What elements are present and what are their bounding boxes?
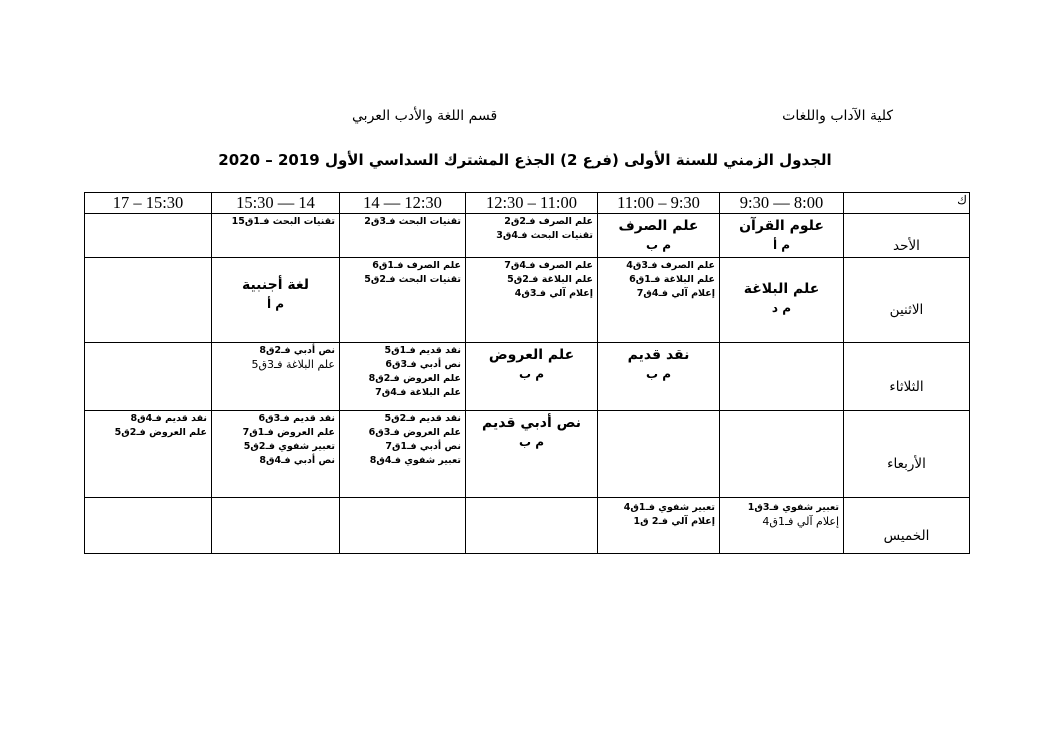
day-label: الخميس — [844, 498, 970, 554]
schedule-cell — [340, 258, 466, 343]
group-entry: علم العروض فـ2ق5 — [114, 427, 207, 438]
schedule-cell — [466, 411, 598, 498]
room-label: م د — [771, 301, 792, 315]
corner-cell: ك — [844, 193, 970, 214]
group-entry: نقد قديم فـ1ق5 — [384, 345, 461, 356]
schedule-cell — [85, 214, 212, 258]
slot-header: 8:00 — 9:30 — [720, 193, 844, 214]
schedule-cell — [85, 343, 212, 411]
schedule-cell — [466, 258, 598, 343]
schedule-cell — [466, 343, 598, 411]
table-row — [85, 411, 970, 498]
course-name: لغة أجنبية — [241, 277, 310, 293]
table-header-row — [85, 193, 970, 214]
room-label: م أ — [266, 297, 285, 311]
page-title: الجدول الزمني للسنة الأولى (فرع 2) الجذع المشترك السداسي الأول 2019 – 2020 — [218, 151, 832, 169]
group-entry: نص أدبي فـ3ق6 — [385, 359, 461, 370]
schedule-cell — [85, 411, 212, 498]
group-entry: تعبير شفوي فـ2ق5 — [243, 441, 335, 452]
schedule-cell — [340, 411, 466, 498]
room-label: م أ — [772, 238, 791, 252]
group-entry: علم الصرف فـ3ق4 — [626, 260, 715, 271]
slot-header: 9:30 – 11:00 — [598, 193, 720, 214]
group-entry: علم الصرف فـ4ق7 — [504, 260, 593, 271]
group-entry: نص أدبي فـ4ق8 — [259, 455, 335, 466]
slot-header: 11:00 – 12:30 — [466, 193, 598, 214]
schedule-cell — [466, 214, 598, 258]
schedule-cell — [720, 343, 844, 411]
group-entry: علم البلاغة فـ2ق5 — [507, 274, 593, 285]
room-label: م ب — [645, 367, 672, 381]
slot-header: 12:30 — 14 — [340, 193, 466, 214]
schedule-cell — [212, 498, 340, 554]
course-name: علم العروض — [488, 347, 575, 363]
schedule-cell — [340, 343, 466, 411]
schedule-cell — [212, 214, 340, 258]
group-entry: تقنيات البحث فـ3ق2 — [364, 216, 461, 227]
table-row — [85, 258, 970, 343]
group-entry: تعبير شفوي فـ4ق8 — [369, 455, 461, 466]
group-entry: علم العروض فـ1ق7 — [242, 427, 335, 438]
group-entry: نقد قديم فـ4ق8 — [130, 413, 207, 424]
group-entry: إعلام آلي فـ1ق4 — [762, 515, 839, 528]
schedule-cell — [720, 258, 844, 343]
group-entry: نص أدبي فـ1ق7 — [385, 441, 461, 452]
group-entry: تقنيات البحث فـ4ق3 — [496, 230, 593, 241]
course-name: علم البلاغة — [743, 281, 820, 297]
group-entry: علم البلاغة فـ3ق5 — [251, 358, 335, 371]
group-entry: تقنيات البحث فـ1ق15 — [231, 216, 335, 227]
group-entry: نقد قديم فـ2ق5 — [384, 413, 461, 424]
course-name: نقد قديم — [627, 347, 690, 363]
schedule-cell — [85, 498, 212, 554]
day-label: الأحد — [844, 214, 970, 258]
schedule-cell — [212, 343, 340, 411]
group-entry: نص أدبي فـ2ق8 — [259, 345, 335, 356]
schedule-cell — [598, 258, 720, 343]
room-label: م ب — [518, 435, 545, 449]
group-entry: تعبير شفوي فـ3ق1 — [747, 502, 839, 513]
course-name: علم الصرف — [618, 218, 699, 234]
group-entry: علم البلاغة فـ4ق7 — [375, 387, 461, 398]
schedule-cell — [466, 498, 598, 554]
slot-header: 14 — 15:30 — [212, 193, 340, 214]
course-name: نص أدبي قديم — [482, 415, 581, 431]
department-name: قسم اللغة والأدب العربي — [352, 108, 498, 124]
schedule-cell — [340, 214, 466, 258]
day-label: الأربعاء — [844, 411, 970, 498]
timetable — [84, 192, 970, 554]
faculty-name: كلية الآداب واللغات — [782, 108, 893, 124]
day-label: الاثنين — [844, 258, 970, 343]
schedule-cell — [85, 258, 212, 343]
course-name: علوم القرآن — [739, 218, 824, 234]
schedule-cell — [720, 411, 844, 498]
table-row — [85, 343, 970, 411]
group-entry: علم الصرف فـ2ق2 — [504, 216, 593, 227]
group-entry: علم العروض فـ3ق6 — [368, 427, 461, 438]
group-entry: إعلام آلي فـ3ق4 — [514, 288, 593, 299]
schedule-cell — [720, 498, 844, 554]
schedule-cell — [598, 214, 720, 258]
table-row — [85, 214, 970, 258]
schedule-cell — [720, 214, 844, 258]
group-entry: إعلام آلي فـ2 ق1 — [633, 516, 715, 527]
group-entry: تقنيات البحث فـ2ق5 — [364, 274, 461, 285]
schedule-cell — [212, 258, 340, 343]
room-label: م ب — [645, 238, 672, 252]
group-entry: نقد قديم فـ3ق6 — [258, 413, 335, 424]
group-entry: علم الصرف فـ1ق6 — [372, 260, 461, 271]
schedule-cell — [598, 498, 720, 554]
table-row — [85, 498, 970, 554]
schedule-cell — [212, 411, 340, 498]
group-entry: إعلام آلي فـ4ق7 — [636, 288, 715, 299]
group-entry: تعبير شفوي فـ1ق4 — [623, 502, 715, 513]
day-label: الثلاثاء — [844, 343, 970, 411]
room-label: م ب — [518, 367, 545, 381]
schedule-cell — [598, 411, 720, 498]
schedule-cell — [340, 498, 466, 554]
schedule-cell — [598, 343, 720, 411]
slot-header: 15:30 – 17 — [85, 193, 212, 214]
group-entry: علم البلاغة فـ1ق6 — [629, 274, 715, 285]
group-entry: علم العروض فـ2ق8 — [368, 373, 461, 384]
